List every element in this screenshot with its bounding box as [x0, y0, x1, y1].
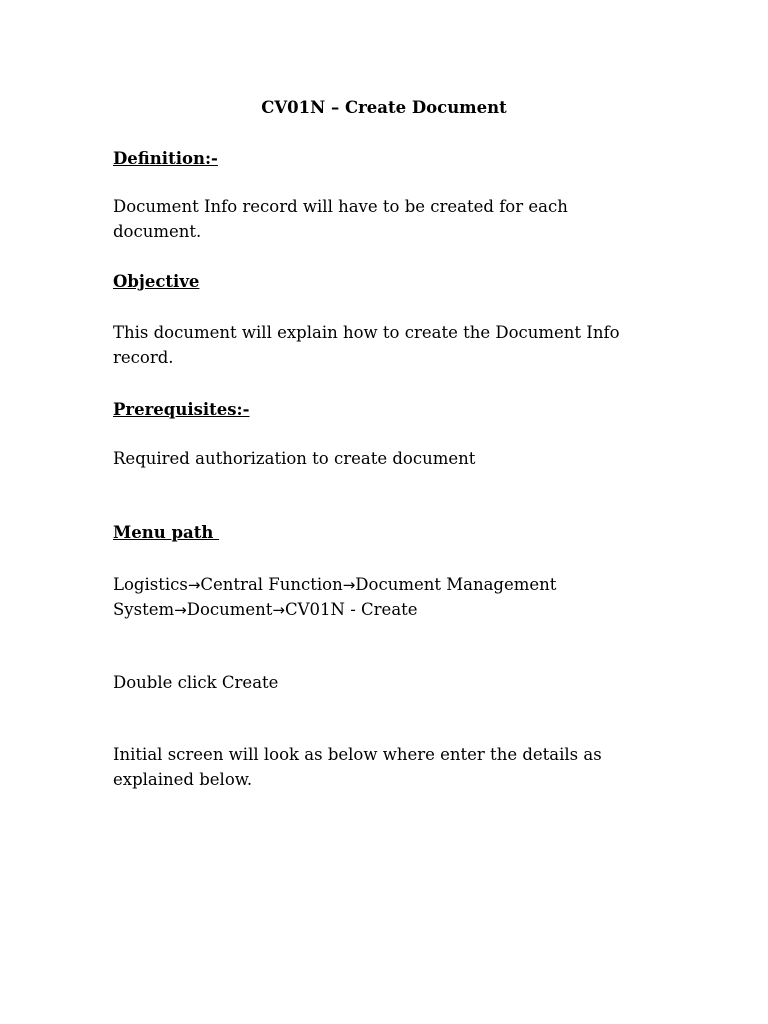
- arrow-right-icon: →: [174, 600, 187, 619]
- document-title: CV01N – Create Document: [261, 98, 507, 117]
- prerequisites-text: Required authorization to create document: [113, 449, 476, 468]
- menu-step: Document Management System: [113, 575, 557, 619]
- arrow-right-icon: →: [272, 600, 285, 619]
- prerequisites-heading: Prerequisites:-: [113, 400, 250, 419]
- definition-heading: Definition:-: [113, 149, 218, 168]
- objective-text: This document will explain how to create the Document Info record.: [113, 323, 620, 367]
- menu-step: Logistics: [113, 575, 188, 594]
- double-click-instruction: Double click Create: [113, 673, 279, 692]
- arrow-right-icon: →: [187, 576, 201, 594]
- menu-step: Central Function: [200, 575, 343, 594]
- initial-screen-instruction: Initial screen will look as below where enter the details as explained below.: [113, 745, 602, 789]
- menu-path-text: [113, 573, 643, 622]
- objective-heading: Objective: [113, 272, 200, 291]
- definition-text: Document Info record will have to be created for each document.: [113, 197, 568, 241]
- menu-step: CV01N - Create: [285, 599, 418, 619]
- menu-path-heading: Menu path: [113, 523, 220, 542]
- arrow-right-icon: →: [342, 576, 356, 594]
- menu-step: Document: [186, 599, 273, 619]
